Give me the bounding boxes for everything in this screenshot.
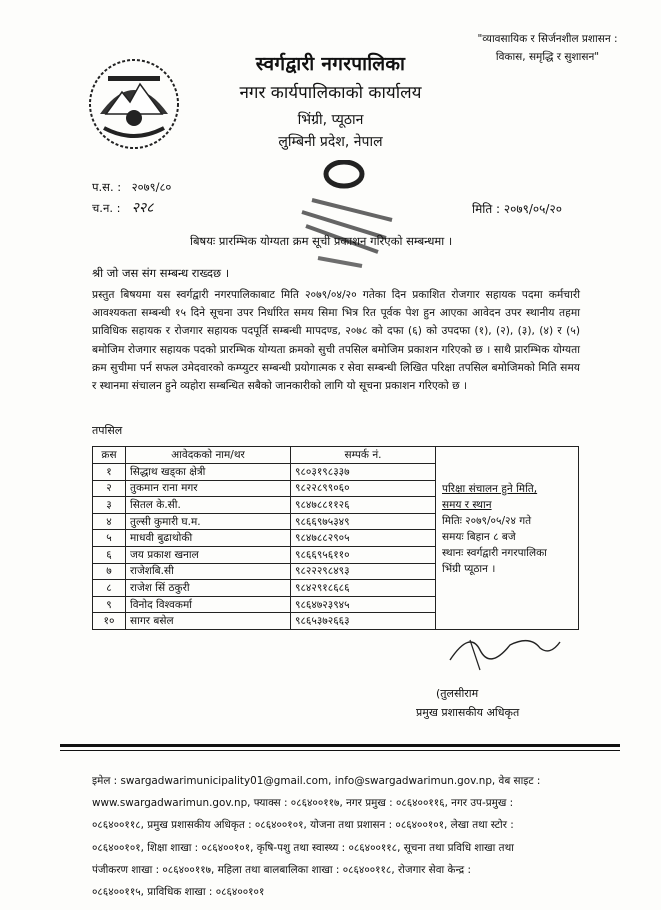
body-paragraph: प्रस्तुत बिषयमा यस स्वर्गद्वारी नगरपालिकाबाट मिति २०७९/०४/२० गतेका दिन प्रकाशित रोजगार सहायक पदमा कर्मचारी आवश्यकता सम्बन्धी १५ दिने सूचना उपर निर्धारित समय सिमा भित्र रित पूर्वक पेश हुन आएका आवेदन उपर स्थानीय तहमा प्राविधिक सहायक र रोजगार सहायक पदपूर्ति सम्बन्धी मापदण्ड, २०७८ को दफा (६) को उपदफा (१), (२), (३), (४) र (५) बमोजिम रोजगार सहायक पदको प्रारम्भिक योग्यता क्रमको सुची तपसिल बमोजिम प्रकाशन गरिएको छ । साथै प्रारम्भिक योग्यता क्रम सुचीमा पर्न सफल उमेदवारको कम्प्युटर सम्बन्धी प्रयोगात्मक र सेवा सम्बन्धी लिखित परिक्षा तपसिल बमोजिमको मिति समय र स्थानमा संचालन हुने व्यहोरा सम्बन्धित सबैको जानकारीको लागि यो सूचना प्रकाशन गरिएको छ । bbox=[92, 288, 580, 393]
exam-time: समयः बिहान ८ बजे bbox=[442, 531, 516, 543]
header-name: आवेदकको नाम/थर bbox=[126, 447, 291, 464]
subject-line: बिषयः प्रारम्भिक योग्यता क्रम सूची प्रकाशन गरिएको सम्बन्धमा । bbox=[190, 234, 453, 248]
ps-label: प.स. : bbox=[92, 180, 122, 194]
footer-divider-thin bbox=[60, 750, 620, 751]
row-sn: २ bbox=[93, 480, 126, 497]
slogan-line-1: "व्यावसायिक र सिर्जनशील प्रशासन : bbox=[477, 33, 618, 45]
row-name: माधवी बुढाथोकी bbox=[126, 530, 291, 547]
exam-heading-2: समय र स्थान bbox=[442, 499, 492, 511]
header-contact: सम्पर्क नं. bbox=[291, 447, 436, 464]
row-contact: ९८४२९१८६८६ bbox=[291, 580, 436, 597]
ps-value: २०७९/८० bbox=[131, 180, 172, 194]
row-contact: ९८६६९७५३४९ bbox=[291, 513, 436, 530]
row-sn: ५ bbox=[93, 530, 126, 547]
signature-icon bbox=[440, 620, 570, 680]
row-name: तुकमान राना मगर bbox=[126, 480, 291, 497]
row-contact: ९८०३१९८३३७ bbox=[291, 464, 436, 481]
row-contact: ९८६५३७२६६३ bbox=[291, 613, 436, 630]
row-contact: ९८६४७२३९४५ bbox=[291, 596, 436, 613]
exam-date: मितिः २०७९/०५/२४ गते bbox=[442, 515, 532, 527]
row-sn: ३ bbox=[93, 497, 126, 514]
ps-number bbox=[92, 180, 171, 195]
header-sn: क्रस bbox=[93, 447, 126, 464]
applicant-table bbox=[92, 446, 579, 630]
exam-place-1: स्थानः स्वर्गद्वारी नगरपालिका bbox=[442, 547, 547, 559]
exam-info-cell bbox=[436, 447, 579, 630]
row-name: राजेश सिं ठकुरी bbox=[126, 580, 291, 597]
row-name: सिद्धाथ खड्का क्षेत्री bbox=[126, 464, 291, 481]
row-name: सागर बसेल bbox=[126, 613, 291, 630]
row-sn: ९ bbox=[93, 596, 126, 613]
row-name: तुल्सी कुमारी घ.म. bbox=[126, 513, 291, 530]
office-name: नगर कार्यपालिकाको कार्यालय bbox=[239, 83, 422, 103]
row-sn: १० bbox=[93, 613, 126, 630]
footer-line-5: पंजीकरण शाखा : ०८६४००११७, महिला तथा बालबालिका शाखा : ०८६४००११८, रोजगार सेवा केन्द्र : bbox=[92, 863, 471, 876]
row-name: जय प्रकाश खनाल bbox=[126, 546, 291, 563]
footer-contacts bbox=[92, 770, 584, 903]
row-sn: ७ bbox=[93, 563, 126, 580]
tapasil-label: तपसिल bbox=[92, 424, 123, 437]
table-header-row bbox=[93, 447, 579, 464]
row-sn: ४ bbox=[93, 513, 126, 530]
cn-label: च.न. : bbox=[92, 201, 121, 215]
row-name: सितल के.सी. bbox=[126, 497, 291, 514]
slogan-line-2: विकास, समृद्धि र सुशासन" bbox=[495, 51, 600, 63]
salutation: श्री जो जस संग सम्बन्ध राख्दछ । bbox=[92, 266, 230, 280]
row-sn: ६ bbox=[93, 546, 126, 563]
signatory-name: (तुलसीराम bbox=[436, 687, 479, 700]
footer-line-2: www.swargadwarimun.gov.np, फ्याक्स : ०८६४००११७, नगर प्रमुख : ०८६४००११६, नगर उप-प्रमुख : bbox=[92, 797, 514, 810]
row-sn: ८ bbox=[93, 580, 126, 597]
cn-value: २२८ bbox=[131, 200, 154, 216]
exam-place-2: भिंग्री प्यूठान । bbox=[442, 563, 496, 575]
row-contact: ९८४७८८२९०५ bbox=[291, 530, 436, 547]
footer-line-6: ०८६४००११५, प्राविधिक शाखा : ०८६४००१०१ bbox=[92, 886, 265, 899]
footer-line-4: ०८६४००१०१, शिक्षा शाखा : ०८६४००१०१, कृषि-पशु तथा स्वास्थ्य : ०८६४००११८, सूचना तथा प्रविधि शाखा तथा bbox=[92, 841, 514, 854]
address-line-1: भिंग्री, प्यूठान bbox=[297, 112, 364, 128]
row-contact: ९८४७८८११२६ bbox=[291, 497, 436, 514]
row-sn: १ bbox=[93, 464, 126, 481]
row-contact: ९८२२२९८४९३ bbox=[291, 563, 436, 580]
row-name: राजेशबि.सी bbox=[126, 563, 291, 580]
slogan bbox=[470, 30, 625, 66]
footer-line-1: इमेल : swargadwarimunicipality01@gmail.com, info@swargadwarimun.gov.np, वेब साइट : bbox=[92, 775, 541, 787]
row-contact: ९८६६९५६११० bbox=[291, 546, 436, 563]
footer-divider bbox=[60, 744, 620, 747]
office-stamp-icon bbox=[282, 160, 412, 270]
footer-line-3: ०८६४००११८, प्रमुख प्रशासकीय अधिकृत : ०८६४००१०१, योजना तथा प्रशासन : ०८६४००१०१, लेखा तथा स्टोर : bbox=[92, 819, 514, 832]
date-value: २०७९/०५/२० bbox=[503, 202, 562, 216]
cn-number bbox=[92, 198, 154, 217]
row-contact: ९८२२८९९०६० bbox=[291, 480, 436, 497]
row-name: विनोद विश्वकर्मा bbox=[126, 596, 291, 613]
letter-date bbox=[472, 200, 562, 217]
exam-heading-1: परिक्षा संचालन हुने मिति, bbox=[442, 483, 538, 495]
signatory-title: प्रमुख प्रशासकीय अधिकृत bbox=[416, 706, 520, 719]
address-line-2: लुम्बिनी प्रदेश, नेपाल bbox=[278, 134, 383, 150]
date-label: मिति : bbox=[472, 202, 501, 216]
org-name: स्वर्गद्वारी नगरपालिका bbox=[255, 53, 406, 75]
